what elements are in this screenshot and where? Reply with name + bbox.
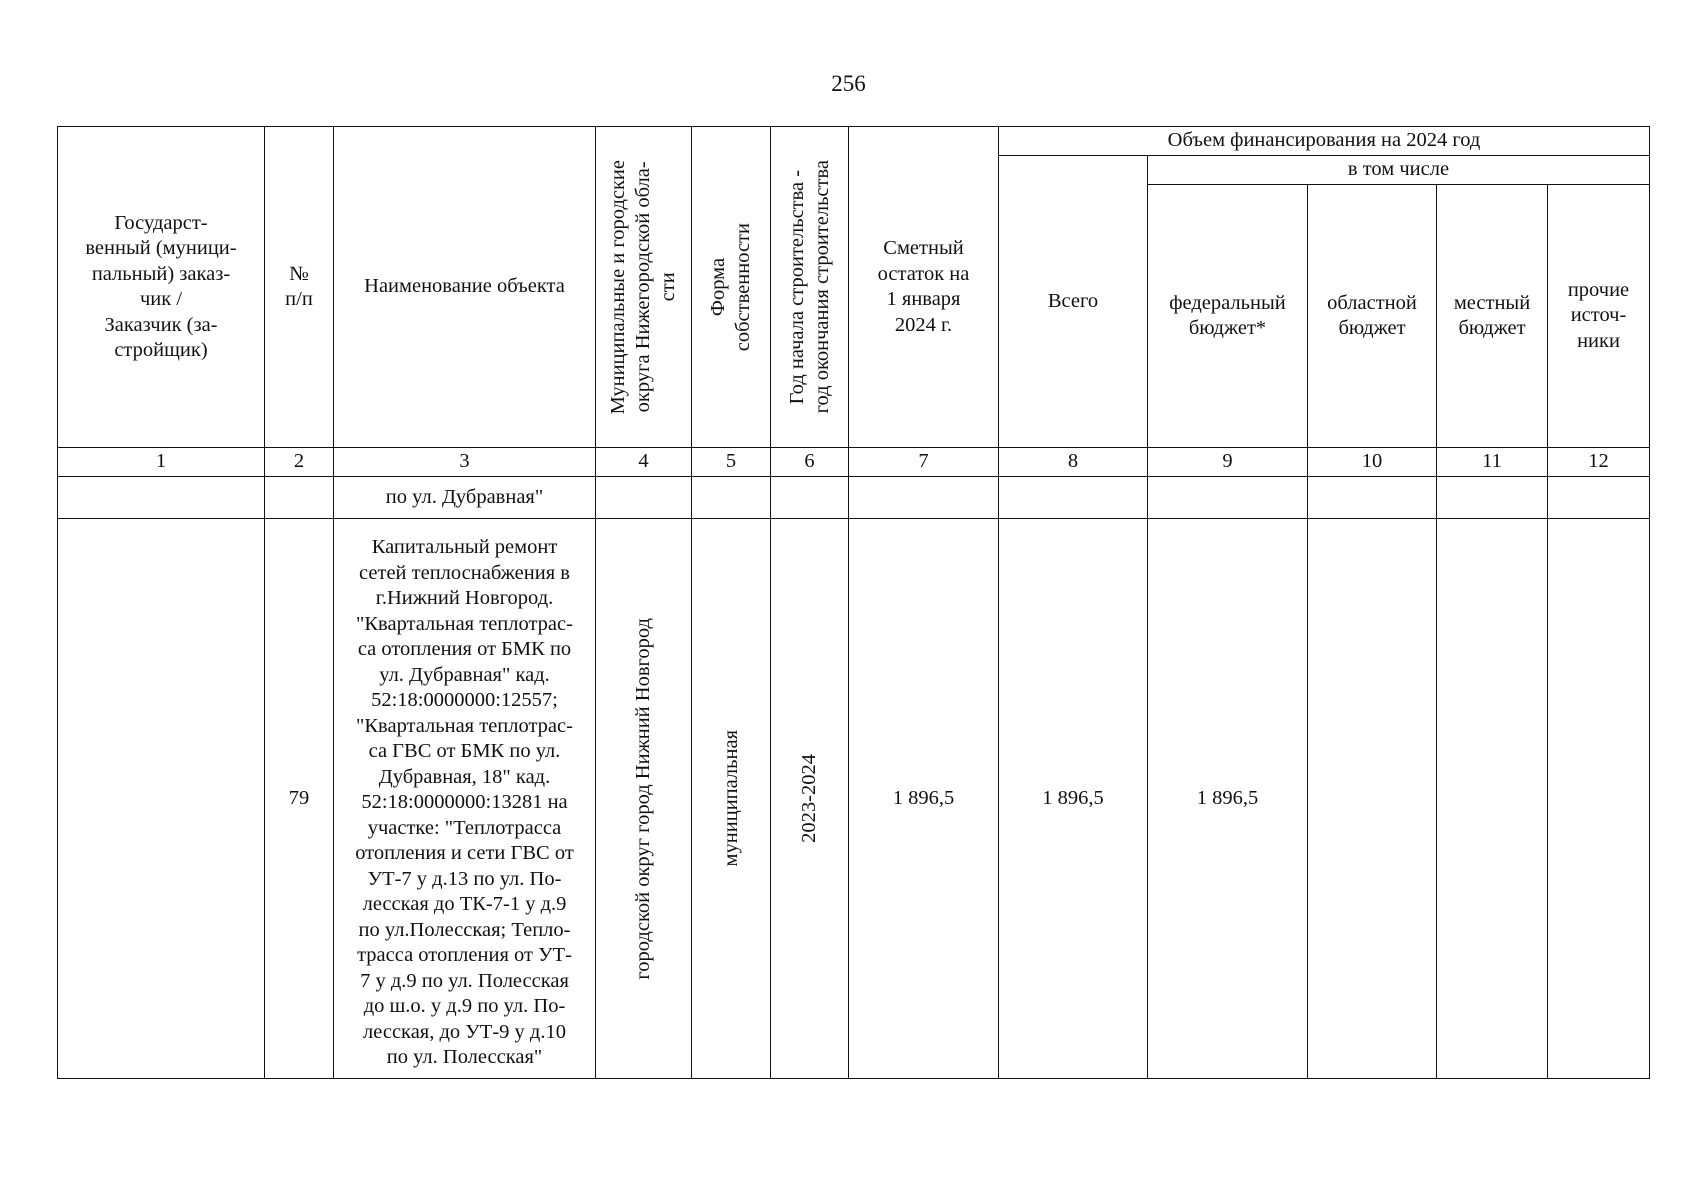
financing-table — [57, 126, 1650, 1079]
header-total: Всего — [999, 156, 1148, 448]
column-number: 9 — [1148, 448, 1308, 477]
header-years: Год начала строительства - год окончания строительства — [771, 127, 849, 448]
header-regional: областной бюджет — [1308, 185, 1437, 448]
header-financing-title: Объем финансирования на 2024 год — [999, 127, 1650, 156]
header-balance: Сметный остаток на 1 января 2024 г. — [849, 127, 999, 448]
column-number: 7 — [849, 448, 999, 477]
header-customer: Государст- венный (муници- пальный) заказ- чик / Заказчик (за- стройщик) — [58, 127, 265, 448]
column-number: 10 — [1308, 448, 1437, 477]
balance-value: 1 896,5 — [849, 519, 999, 1079]
local-value — [1437, 519, 1548, 1079]
years-cell — [771, 519, 849, 1079]
column-numbers-row — [58, 448, 1650, 477]
federal-value: 1 896,5 — [1148, 519, 1308, 1079]
column-number: 12 — [1548, 448, 1650, 477]
header-local: местный бюджет — [1437, 185, 1548, 448]
column-number: 2 — [265, 448, 334, 477]
header-other: прочие источ- ники — [1548, 185, 1650, 448]
table-row — [58, 477, 1650, 519]
object-name: Капитальный ремонт сетей теплоснабжения в г.Нижний Новгород. "Квартальная теплотрас- са отопления от БМК по ул. Дубравная" кад. 52:18:0000000:12557; "Квартальная теплотрас- са ГВС от БМК по ул. Дубравная, 18" кад. 52:18:0000000:13281 на участке: "Теплотрасса отопления и сети ГВС от УТ-7 у д.13 по ул. По- лесская до ТК-7-1 у д.9 по ул.Полесская; Тепло- трасса отопления от УТ- 7 у д.9 по ул. Полесская до ш.о. у д.9 по ул. По- лесская, до УТ-9 у д.10 по ул. Полесская" — [334, 519, 596, 1079]
regional-value — [1308, 519, 1437, 1079]
header-including: в том числе — [1148, 156, 1650, 185]
header-row — [58, 127, 1650, 156]
ownership-cell — [692, 519, 771, 1079]
header-ownership: Форма собственности — [692, 127, 771, 448]
column-number: 11 — [1437, 448, 1548, 477]
object-name-continuation: по ул. Дубравная" — [334, 477, 596, 519]
header-federal: федеральный бюджет* — [1148, 185, 1308, 448]
municipality-text: городской округ город Нижний Новгород — [632, 617, 654, 980]
column-number: 5 — [692, 448, 771, 477]
column-number: 6 — [771, 448, 849, 477]
row-number: 79 — [265, 519, 334, 1079]
column-number: 4 — [596, 448, 692, 477]
customer-cell — [58, 519, 265, 1079]
table-row — [58, 519, 1650, 1079]
column-number: 8 — [999, 448, 1148, 477]
years-text: 2023-2024 — [798, 754, 820, 843]
header-number: № п/п — [265, 127, 334, 448]
header-municipality: Муниципальные и городские округа Нижегородской обла- сти — [596, 127, 692, 448]
total-value: 1 896,5 — [999, 519, 1148, 1079]
column-number: 1 — [58, 448, 265, 477]
other-value — [1548, 519, 1650, 1079]
column-number: 3 — [334, 448, 596, 477]
header-object-name: Наименование объекта — [334, 127, 596, 448]
ownership-text: муниципальная — [719, 730, 742, 867]
municipality-cell — [596, 519, 692, 1079]
page-number: 256 — [831, 71, 866, 96]
